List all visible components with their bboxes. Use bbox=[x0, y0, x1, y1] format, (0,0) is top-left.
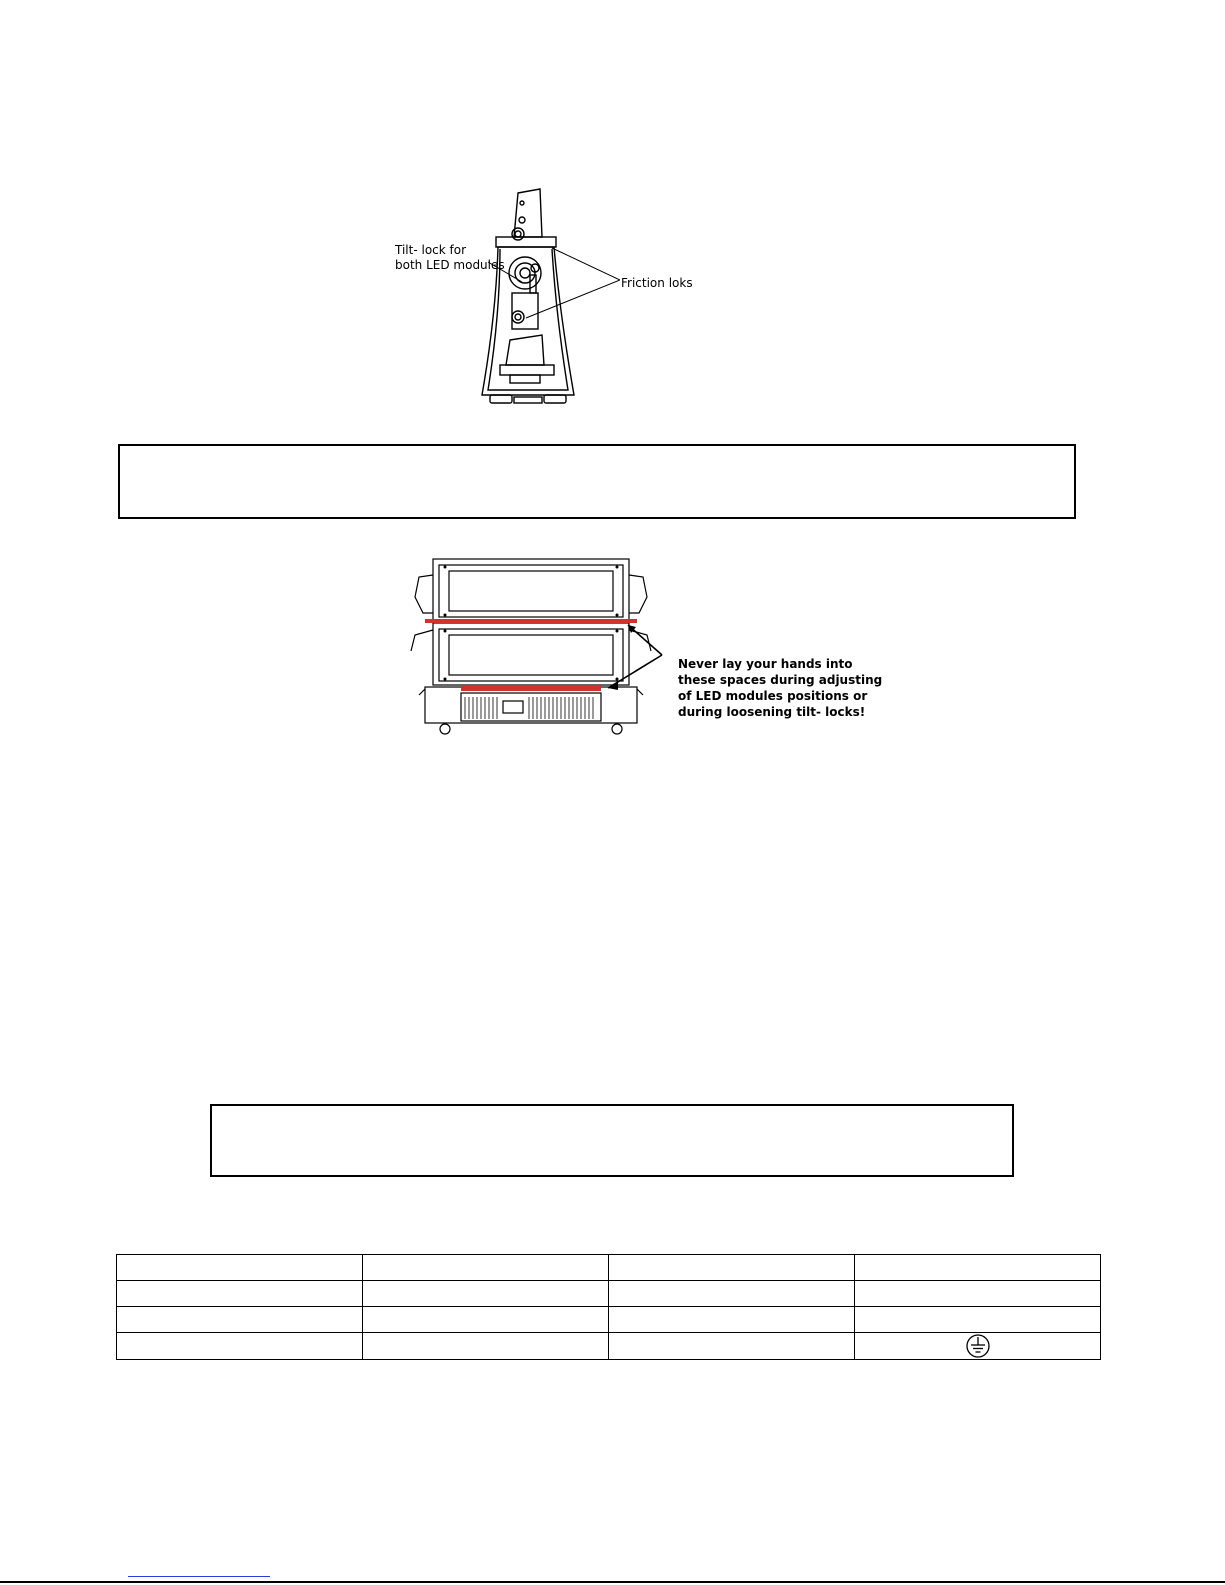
table-cell bbox=[363, 1281, 609, 1307]
table-cell bbox=[609, 1333, 855, 1360]
friction-locks-label: Friction loks bbox=[621, 276, 693, 290]
table-cell bbox=[117, 1307, 363, 1333]
table-row bbox=[117, 1255, 1101, 1281]
table-row bbox=[117, 1333, 1101, 1360]
footer-rule bbox=[0, 1581, 1225, 1583]
table-cell bbox=[855, 1255, 1101, 1281]
warning-line-2: these spaces during adjusting bbox=[678, 673, 883, 687]
table-cell bbox=[363, 1333, 609, 1360]
table-row bbox=[117, 1307, 1101, 1333]
tilt-lock-label-line2: both LED modules bbox=[395, 258, 505, 272]
table-row bbox=[117, 1281, 1101, 1307]
footer-link-underline[interactable] bbox=[128, 1576, 270, 1577]
table-cell bbox=[363, 1307, 609, 1333]
table-cell bbox=[117, 1281, 363, 1307]
hazard-gap-lower bbox=[461, 685, 601, 691]
warning-line-1: Never lay your hands into bbox=[678, 657, 853, 671]
warning-line-4: during loosening tilt- locks! bbox=[678, 705, 866, 719]
warning-line-3: of LED modules positions or bbox=[678, 689, 868, 703]
warning-arrows bbox=[600, 615, 680, 695]
table-cell bbox=[855, 1307, 1101, 1333]
table-cell bbox=[609, 1281, 855, 1307]
earth-ground-icon bbox=[963, 1333, 993, 1359]
connection-table bbox=[116, 1254, 1101, 1360]
top-leader-lines bbox=[480, 230, 620, 330]
table-cell bbox=[609, 1307, 855, 1333]
notice-box-upper bbox=[118, 444, 1076, 519]
notice-box-lower bbox=[210, 1104, 1014, 1177]
table-cell bbox=[855, 1281, 1101, 1307]
table-cell bbox=[117, 1333, 363, 1360]
table-cell-earth bbox=[855, 1333, 1101, 1360]
table-cell bbox=[117, 1255, 363, 1281]
table-cell bbox=[363, 1255, 609, 1281]
table-cell bbox=[609, 1255, 855, 1281]
tilt-lock-label-line1: Tilt- lock for bbox=[395, 243, 467, 257]
